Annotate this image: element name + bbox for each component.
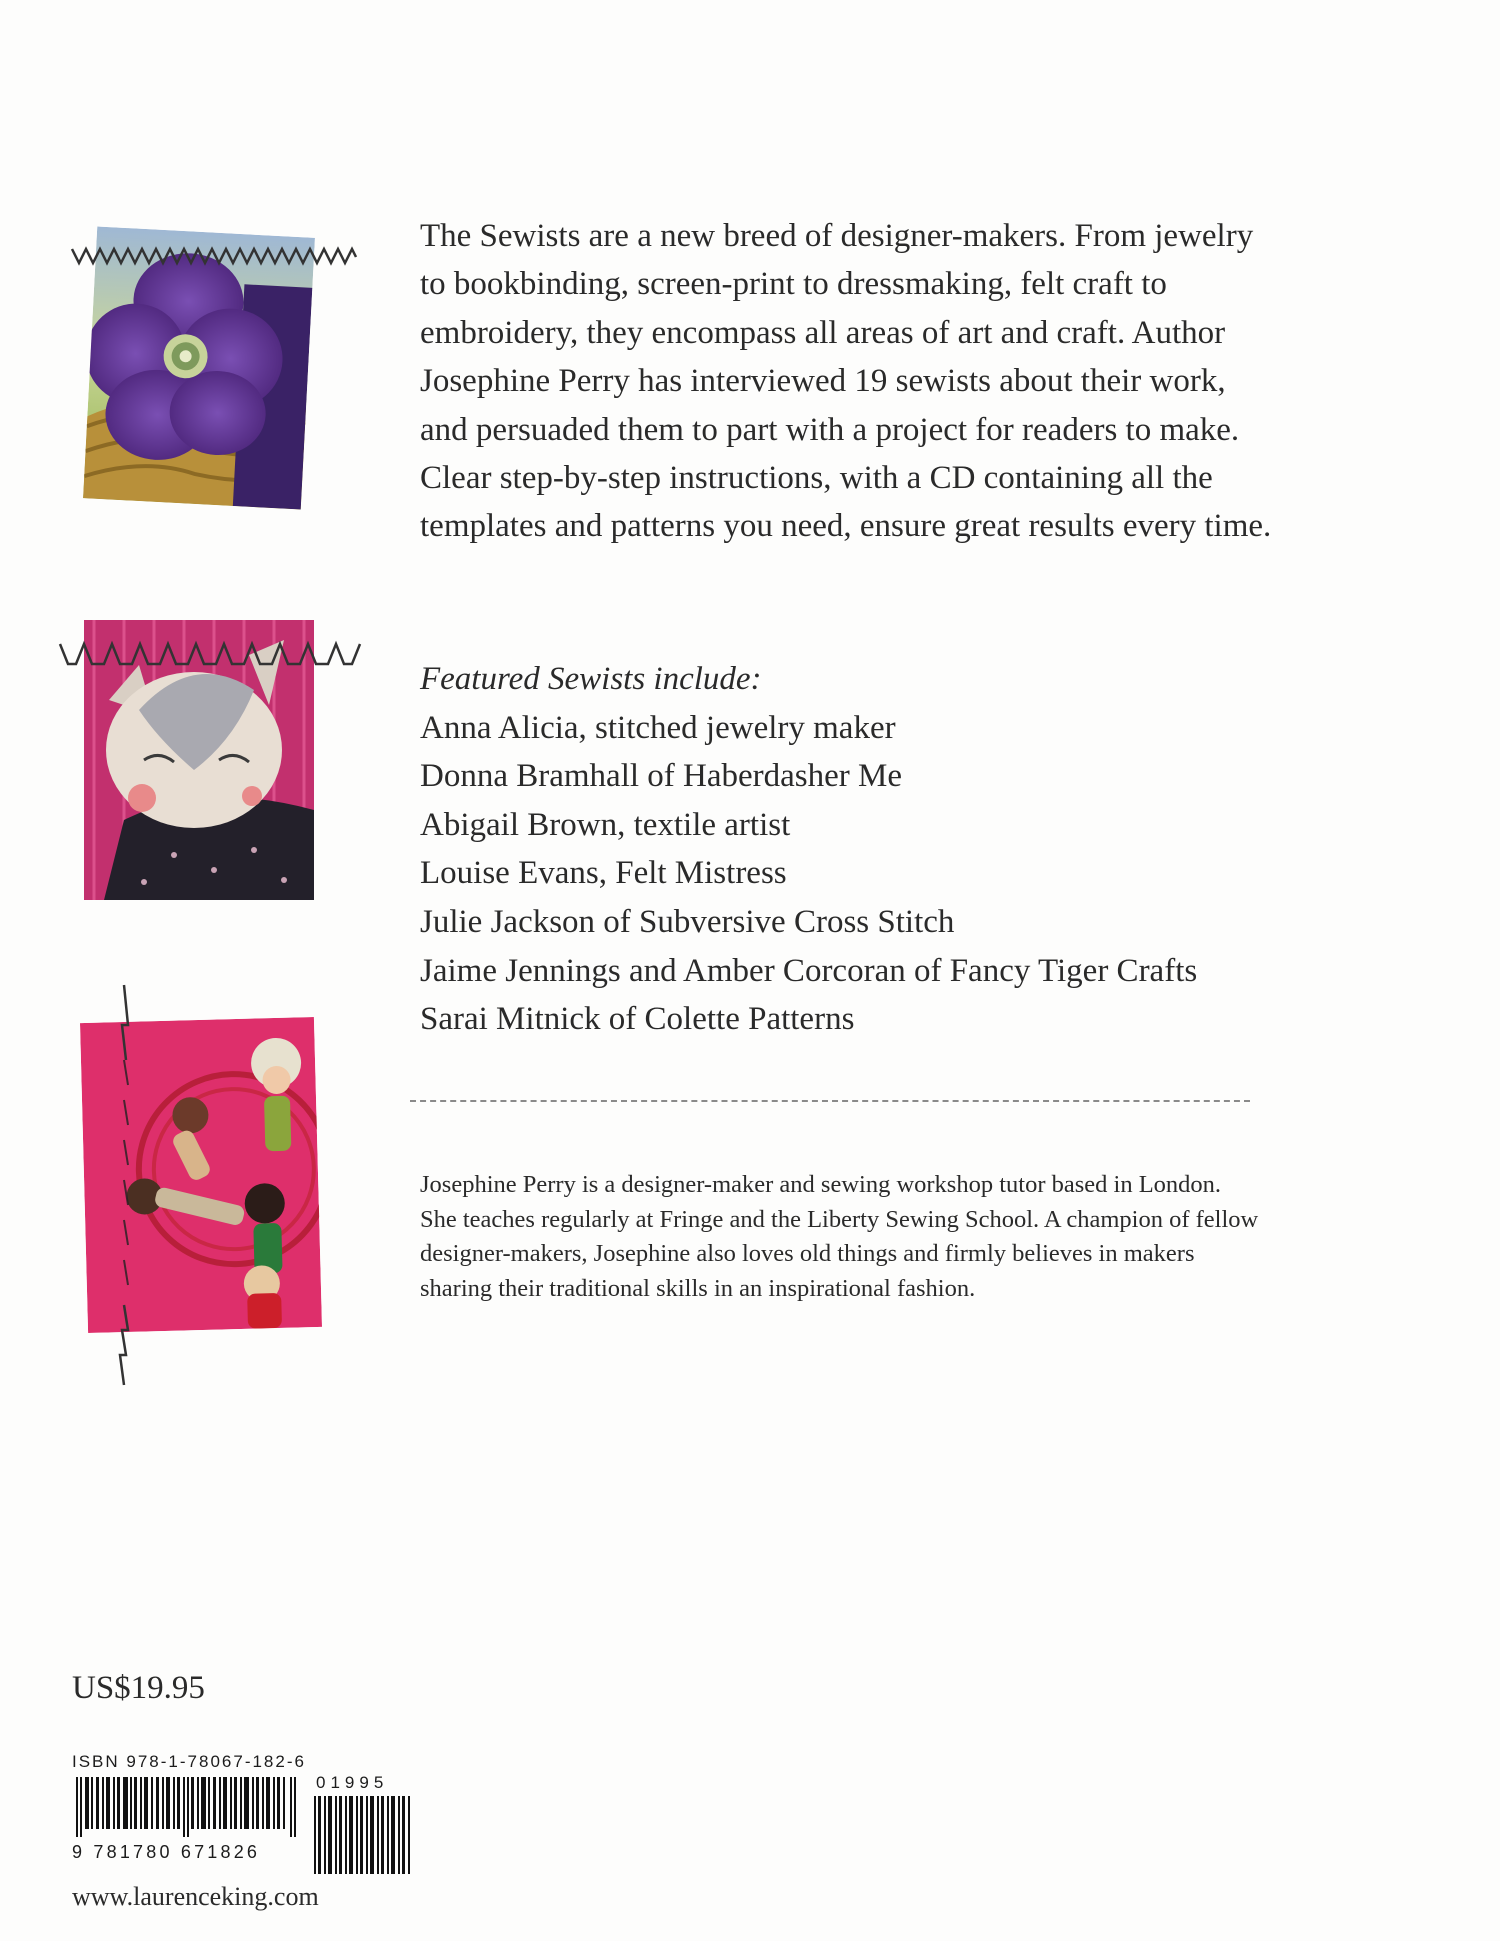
price: US$19.95 xyxy=(72,1670,205,1706)
featured-list xyxy=(420,704,1320,1044)
felt-flower-photo xyxy=(83,226,315,509)
publisher-website[interactable]: www.laurenceking.com xyxy=(72,1882,319,1911)
barcode-digits: 9 781780 671826 xyxy=(72,1842,261,1862)
list-item: Sarai Mitnick of Colette Patterns xyxy=(420,1001,855,1038)
list-item: Anna Alicia, stitched jewelry maker xyxy=(420,709,896,746)
list-item: Louise Evans, Felt Mistress xyxy=(420,855,787,892)
featured-sewists xyxy=(420,655,1320,1044)
featured-heading: Featured Sewists include: xyxy=(420,661,762,697)
book-description: The Sewists are a new breed of designer-makers. From jewelry to bookbinding, screen-print to dressmaking, felt craft to embroidery, they encompass all areas of art and craft. Author Josephine Perry has interviewed 19 sewists about their work, and persuaded them to part with a project for readers to make. Clear step-by-step instructions, with a CD containing all the templates and patterns you need, ensure great results every time. xyxy=(420,218,1272,545)
dashed-divider xyxy=(410,1100,1250,1102)
barcode-addon-digits: 01995 xyxy=(316,1773,389,1792)
blanket-stitch-middle xyxy=(60,640,360,668)
vertical-stitch-bottom xyxy=(110,985,142,1385)
list-item: Julie Jackson of Subversive Cross Stitch xyxy=(420,903,955,940)
barcode-icon xyxy=(76,1777,298,1837)
list-item: Donna Bramhall of Haberdasher Me xyxy=(420,758,902,795)
zigzag-stitch-top xyxy=(72,245,356,267)
barcode-addon-icon xyxy=(314,1796,412,1874)
isbn-label: ISBN 978-1-78067-182-6 xyxy=(72,1752,306,1771)
list-item: Abigail Brown, textile artist xyxy=(420,806,791,843)
author-bio: Josephine Perry is a designer-maker and sewing workshop tutor based in London. She teaches regularly at Fringe and the Liberty Sewing School. A champion of fellow designer-makers, Josephine also loves old things and firmly believes in makers sharing their traditional skills in an inspirational fashion. xyxy=(420,1171,1259,1302)
list-item: Jaime Jennings and Amber Corcoran of Fancy Tiger Crafts xyxy=(420,952,1198,989)
